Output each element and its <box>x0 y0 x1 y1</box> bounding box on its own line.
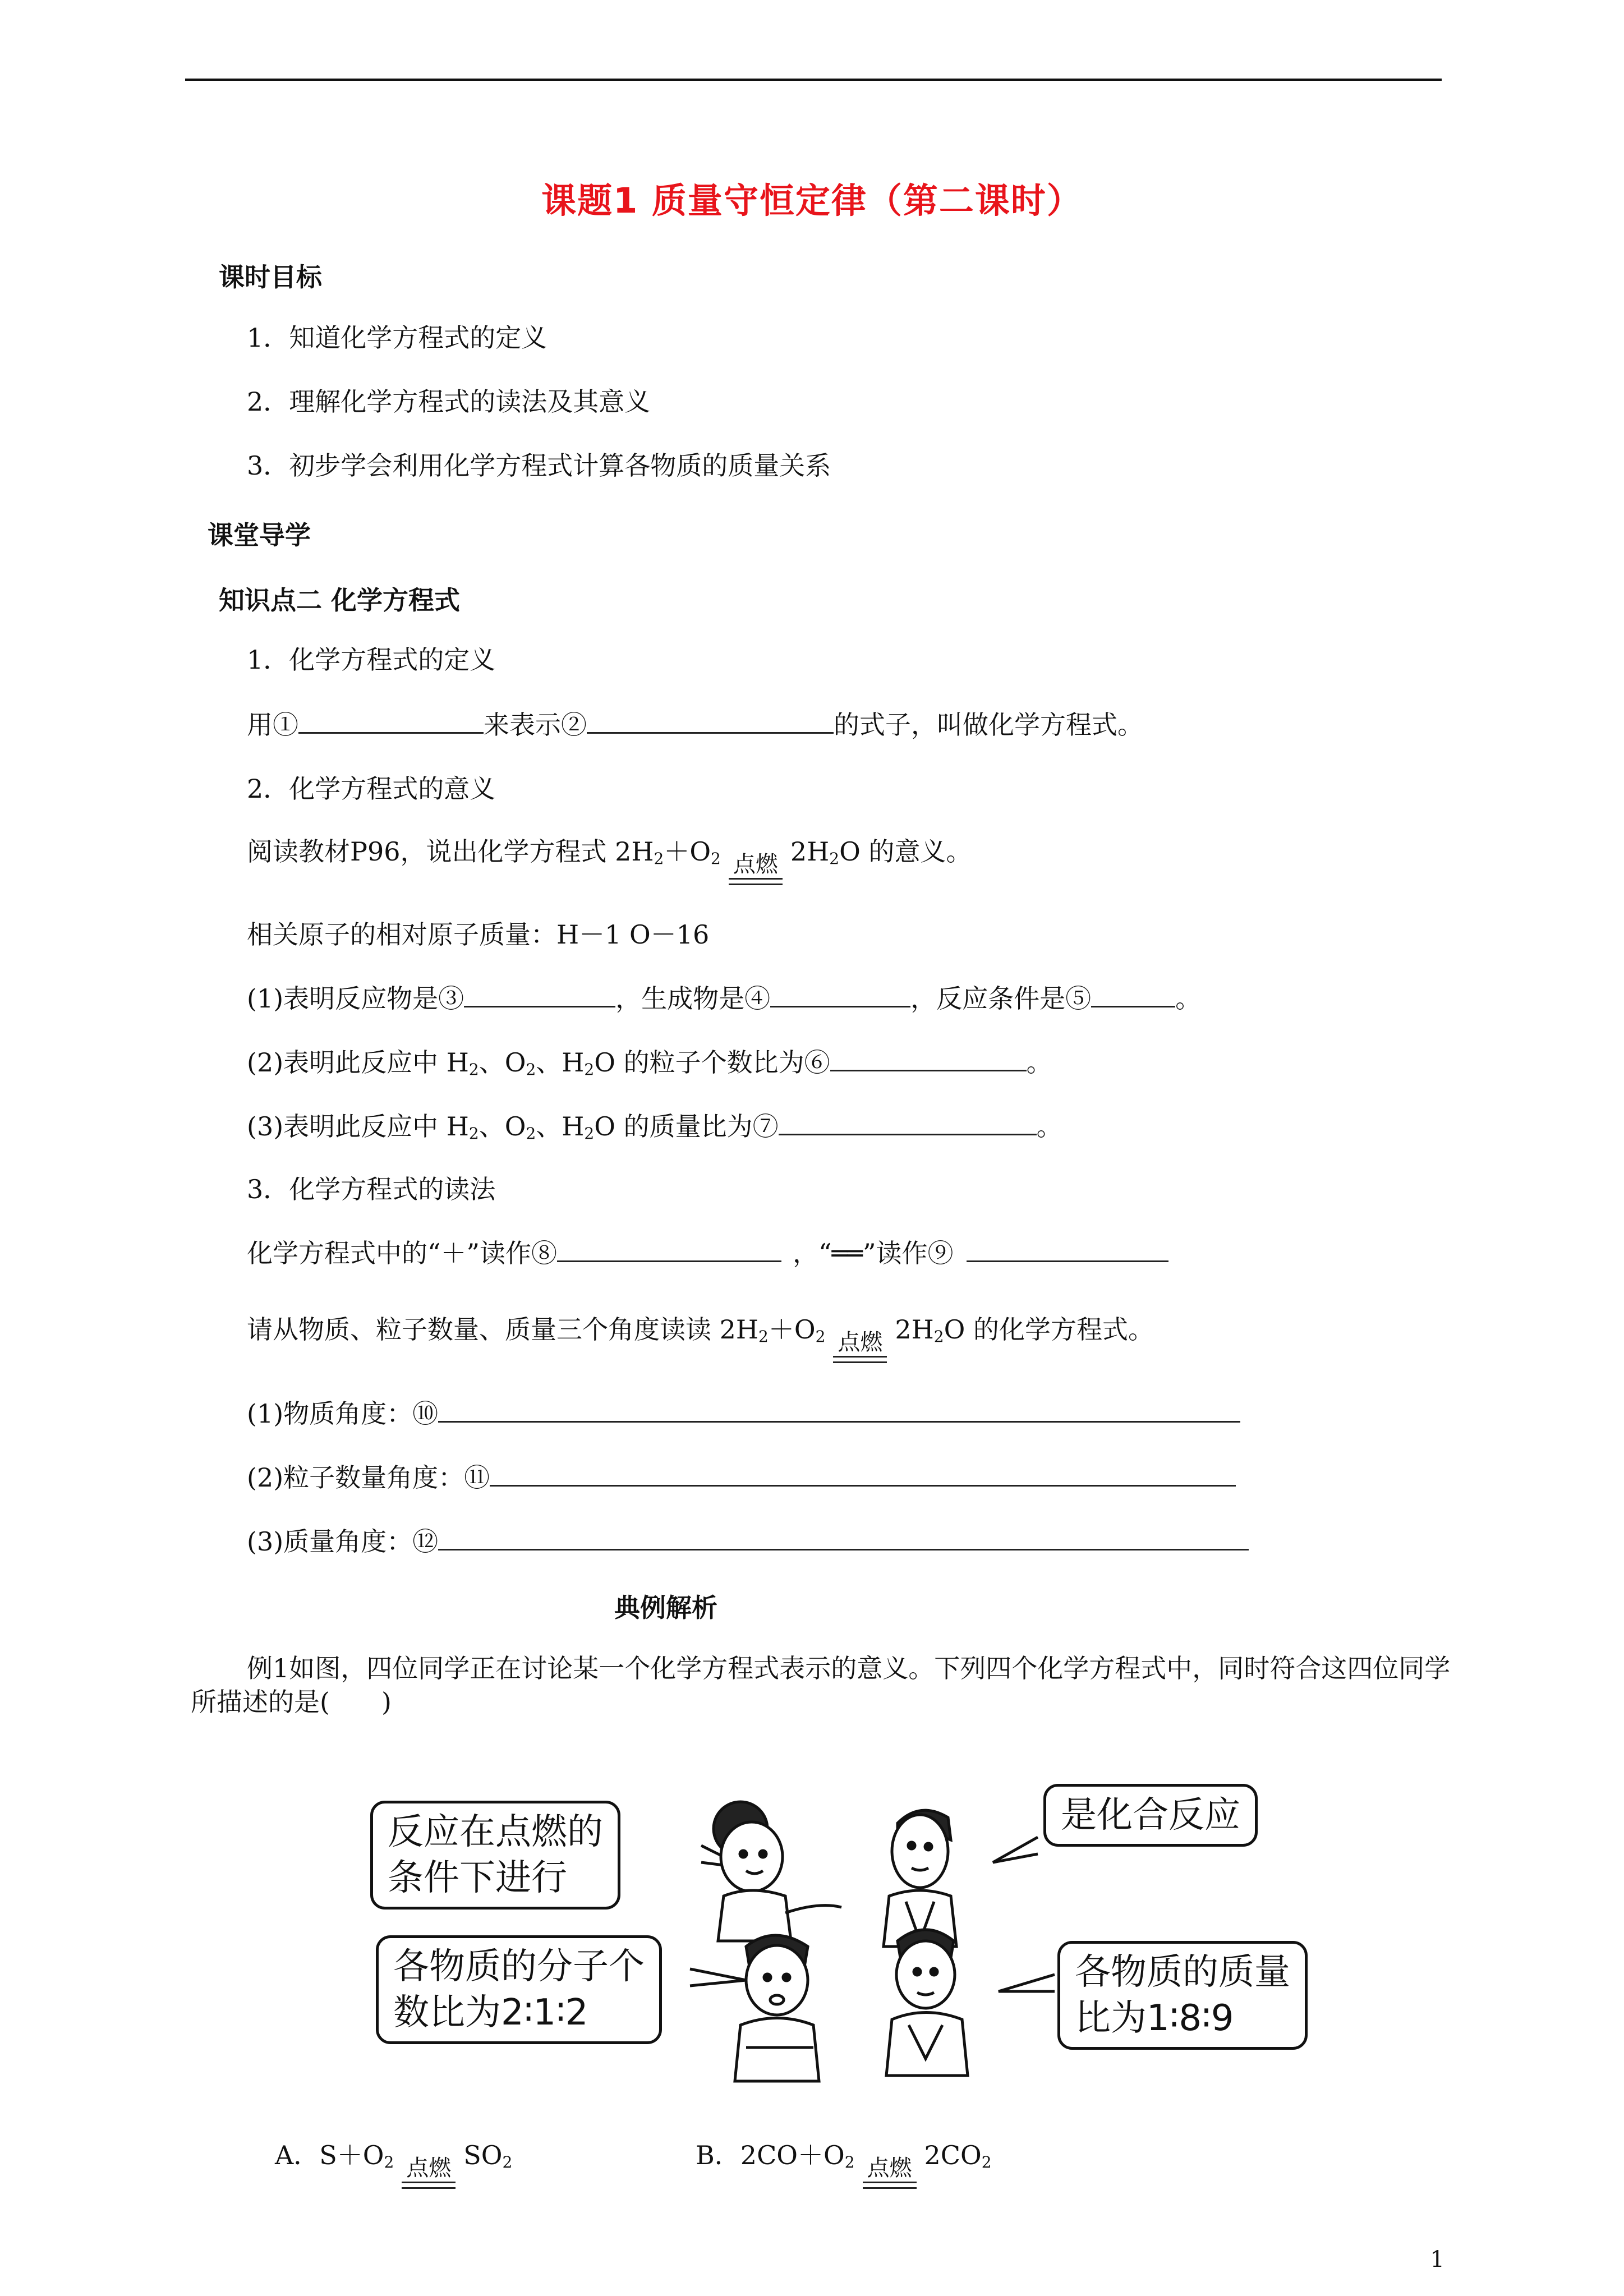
boy-figure-1 <box>884 1810 956 1947</box>
angle-1 <box>247 1397 1240 1430</box>
girl-figure <box>714 1802 841 1941</box>
equation: $2H_2+O_2$ 点燃 $2H_2O$ <box>720 1314 973 1345</box>
speech-bubble: 反应在点燃的 条件下进行 <box>370 1801 620 1910</box>
page-title: 课题1 质量守恒定律（第二课时） <box>541 180 1083 221</box>
blank-3[interactable] <box>464 983 615 1007</box>
question-text: (1)表明反应物是③ <box>247 983 464 1014</box>
page-number: 1 <box>1430 2247 1444 2272</box>
instruction-text: 的意义。 <box>868 836 972 867</box>
blank-1[interactable] <box>298 710 484 734</box>
question-text: 请从物质、粒子数量、质量三个角度读读 <box>247 1314 711 1345</box>
formula: $H_2$、$O_2$、$H_2O$ <box>438 1111 624 1143</box>
formula: $H_2$、$O_2$、$H_2O$ <box>438 1047 624 1079</box>
blank-9[interactable] <box>967 1238 1168 1262</box>
question-text: (2)粒子数量角度：⑪ <box>247 1462 490 1493</box>
question-text: 化学方程式中的“＋”读作⑧ <box>247 1238 558 1268</box>
example-heading: 典例解析 <box>614 1593 717 1623</box>
question-text: (1)物质角度：⑩ <box>247 1398 439 1429</box>
reaction-arrow <box>729 852 783 885</box>
header-rule <box>185 79 1442 81</box>
question-text: 的化学方程式。 <box>973 1314 1154 1345</box>
condition-label: 点燃 <box>867 2155 912 2181</box>
objective-item: 1．知道化学方程式的定义 <box>247 323 548 353</box>
option-text: B．2CO＋O <box>696 2140 845 2170</box>
question-text: ，“══”读作⑨ <box>793 1238 954 1268</box>
question-text: 。 <box>1175 983 1202 1014</box>
definition-text: 的式子，叫做化学方程式。 <box>834 710 1143 740</box>
definition-text: 用① <box>247 710 298 740</box>
blank-12[interactable] <box>438 1526 1249 1550</box>
definition-line <box>247 708 1143 742</box>
blank-6[interactable] <box>830 1047 1027 1071</box>
boy-figure-3 <box>886 1930 968 2076</box>
question-text: (3)表明此反应中 <box>247 1111 439 1142</box>
atomic-mass-line: 相关原子的相对原子质量：H－1 O－16 <box>247 919 710 950</box>
option-a[interactable]: A．$S+O_2$ 点燃 $SO_2$ <box>275 2138 512 2189</box>
condition-label: 点燃 <box>733 852 778 877</box>
boy-figure-2 <box>735 1935 819 2081</box>
question-1 <box>247 982 1201 1015</box>
example-question: 例1如图，四位同学正在讨论某一个化学方程式表示的意义。下列四个化学方程式中，同时符合这四位同学所描述的是( ) <box>191 1653 1451 1717</box>
option-text: A．S＋O <box>275 2140 384 2170</box>
blank-2[interactable] <box>587 710 834 734</box>
condition-label: 点燃 <box>406 2155 452 2181</box>
section-title: 3．化学方程式的读法 <box>247 1174 496 1204</box>
question-text: 的粒子个数比为⑥ <box>623 1047 830 1078</box>
question-text: 。 <box>1036 1111 1062 1142</box>
reading-line <box>247 1236 1168 1270</box>
question-text: (3)质量角度：⑫ <box>247 1526 439 1557</box>
reaction-arrow <box>863 2156 917 2189</box>
section-title: 2．化学方程式的意义 <box>247 774 496 804</box>
question-text: ，反应条件是⑤ <box>910 983 1092 1014</box>
three-angles-line <box>247 1313 1154 1363</box>
question-3 <box>247 1110 1062 1143</box>
blank-11[interactable] <box>490 1462 1236 1487</box>
discussion-illustration <box>359 1784 1324 2109</box>
blank-8[interactable] <box>557 1238 781 1262</box>
angle-3 <box>247 1525 1249 1558</box>
blank-5[interactable] <box>1091 983 1175 1007</box>
question-text: 。 <box>1026 1047 1052 1078</box>
equation: $2H_2+O_2$ 点燃 $2H_2O$ <box>615 836 868 867</box>
reaction-arrow <box>833 1330 887 1363</box>
blank-4[interactable] <box>770 983 910 1007</box>
option-b[interactable]: B．$2CO+O_2$ 点燃 $2CO_2$ <box>696 2138 992 2189</box>
objectives-heading: 课时目标 <box>219 262 322 292</box>
knowledge-heading: 知识点二 化学方程式 <box>219 585 461 615</box>
instruction-text: 阅读教材P96，说出化学方程式 <box>247 836 607 867</box>
blank-7[interactable] <box>779 1111 1037 1135</box>
speech-bubble: 是化合反应 <box>1043 1784 1258 1847</box>
question-2 <box>247 1046 1052 1079</box>
angle-2 <box>247 1461 1236 1494</box>
question-text: ，生成物是④ <box>615 983 771 1014</box>
option-text: SO <box>463 2140 503 2170</box>
reaction-arrow <box>402 2156 456 2189</box>
read-equation-line <box>247 835 972 885</box>
speech-bubble: 各物质的分子个 数比为2∶1∶2 <box>376 1935 662 2044</box>
section-title: 1．化学方程式的定义 <box>247 645 496 675</box>
question-text: 的质量比为⑦ <box>623 1111 779 1142</box>
blank-10[interactable] <box>438 1398 1240 1423</box>
option-text: 2CO <box>924 2140 982 2170</box>
question-text: (2)表明此反应中 <box>247 1047 439 1078</box>
speech-bubble: 各物质的质量 比为1∶8∶9 <box>1057 1941 1308 2050</box>
condition-label: 点燃 <box>838 1329 883 1355</box>
objective-item: 3．初步学会利用化学方程式计算各物质的质量关系 <box>247 450 831 481</box>
objective-item: 2．理解化学方程式的读法及其意义 <box>247 386 651 417</box>
definition-text: 来表示② <box>484 710 587 740</box>
guide-heading: 课堂导学 <box>208 520 311 550</box>
